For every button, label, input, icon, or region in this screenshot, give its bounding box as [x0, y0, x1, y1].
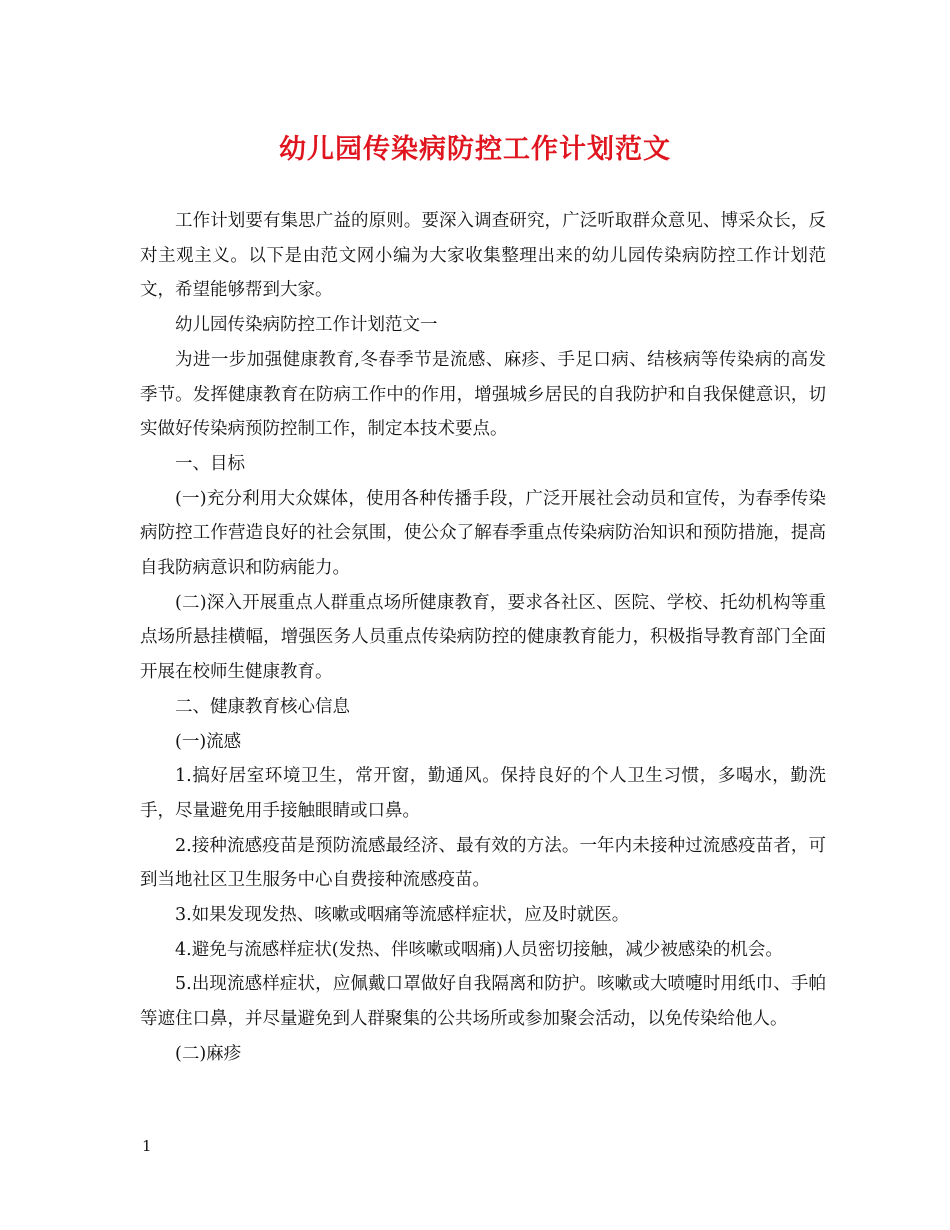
paragraph-goal-1: (一)充分利用大众媒体，使用各种传播手段，广泛开展社会动员和宣传，为春季传染病防控工作营造良好的社会氛围，使公众了解春季重点传染病防治知识和预防措施，提高自我防病意识和防病能力。	[140, 488, 826, 579]
document-body	[140, 204, 826, 1072]
paragraph-heading-measles: (二)麻疹	[175, 1043, 242, 1064]
paragraph-goal-2: (二)深入开展重点人群重点场所健康教育，要求各社区、医院、学校、托幼机构等重点场所悬挂横幅，增强医务人员重点传染病防控的健康教育能力，积极指导教育部门全面开展在校师生健康教育。	[140, 592, 826, 683]
document-title: 幼儿园传染病防控工作计划范文	[279, 134, 671, 165]
paragraph-flu-4: 4.避免与流感样症状(发热、伴咳嗽或咽痛)人员密切接触，减少被感染的机会。	[175, 939, 783, 960]
paragraph-purpose: 为进一步加强健康教育,冬春季节是流感、麻疹、手足口病、结核病等传染病的高发季节。发挥健康教育在防病工作中的作用，增强城乡居民的自我防护和自我保健意识，切实做好传染病预防控制工作，制定本技术要点。	[140, 349, 826, 440]
paragraph-heading-core-info: 二、健康教育核心信息	[175, 696, 350, 717]
paragraph-heading-goals: 一、目标	[175, 453, 245, 474]
paragraph-heading-flu: (一)流感	[175, 731, 242, 752]
paragraph-section-heading: 幼儿园传染病防控工作计划范文一	[175, 315, 438, 336]
paragraph-intro: 工作计划要有集思广益的原则。要深入调查研究，广泛听取群众意见、博采众长，反对主观主义。以下是由范文网小编为大家收集整理出来的幼儿园传染病防控工作计划范文，希望能够帮到大家。	[140, 211, 826, 301]
page-number: 1	[142, 1137, 152, 1155]
paragraph-flu-2: 2.接种流感疫苗是预防流感最经济、最有效的方法。一年内未接种过流感疫苗者，可到当地社区卫生服务中心自费接种流感疫苗。	[140, 835, 826, 891]
paragraph-flu-5: 5.出现流感样症状，应佩戴口罩做好自我隔离和防护。咳嗽或大喷嚏时用纸巾、手帕等遮住口鼻，并尽量避免到人群聚集的公共场所或参加聚会活动，以免传染给他人。	[140, 974, 826, 1030]
paragraph-flu-1: 1.搞好居室环境卫生，常开窗，勤通风。保持良好的个人卫生习惯，多喝水，勤洗手，尽量避免用手接触眼睛或口鼻。	[140, 766, 826, 821]
paragraph-flu-3: 3.如果发现发热、咳嗽或咽痛等流感样症状，应及时就医。	[175, 905, 630, 926]
